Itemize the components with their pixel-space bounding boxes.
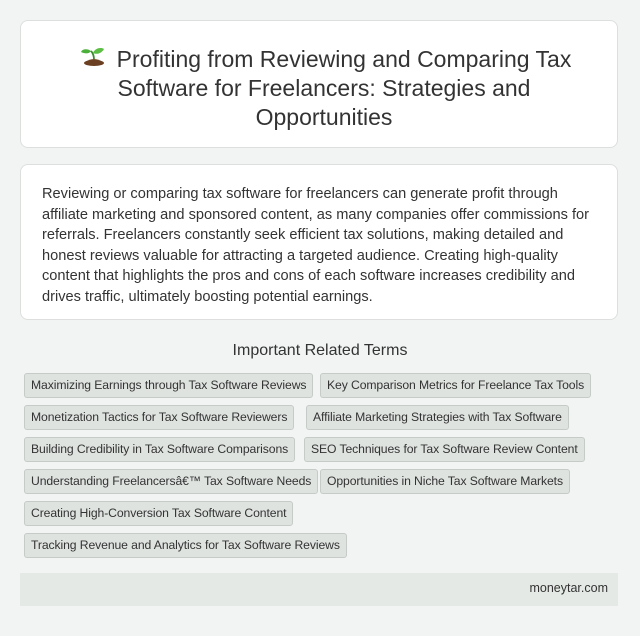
related-tag[interactable]: SEO Techniques for Tax Software Review Content	[304, 437, 585, 462]
related-tag[interactable]: Affiliate Marketing Strategies with Tax Software	[306, 405, 569, 430]
related-tag[interactable]: Opportunities in Niche Tax Software Markets	[320, 469, 570, 494]
footer-site-link[interactable]: moneytar.com	[529, 581, 608, 595]
related-terms-heading: Important Related Terms	[232, 342, 408, 359]
page-title-text: Profiting from Reviewing and Comparing Tax Software for Freelancers: Strategies and Opportunities	[116, 46, 572, 130]
related-tag[interactable]: Creating High-Conversion Tax Software Content	[24, 501, 293, 526]
related-tag[interactable]: Maximizing Earnings through Tax Software Reviews	[24, 373, 313, 398]
related-tag[interactable]: Tracking Revenue and Analytics for Tax Software Reviews	[24, 533, 347, 558]
related-tag[interactable]: Key Comparison Metrics for Freelance Tax Tools	[320, 373, 591, 398]
sprout-icon	[77, 46, 111, 70]
footer	[20, 573, 618, 606]
related-tag[interactable]: Building Credibility in Tax Software Comparisons	[24, 437, 295, 462]
title-card	[20, 20, 618, 148]
related-tag[interactable]: Monetization Tactics for Tax Software Reviewers	[24, 405, 294, 430]
summary-card	[20, 164, 618, 320]
page-title	[61, 45, 587, 132]
related-tag[interactable]: Understanding Freelancersâ€™ Tax Software Needs	[24, 469, 318, 494]
summary-text: Reviewing or comparing tax software for freelancers can generate profit through affiliate marketing and sponsored content, as many companies offer commissions for referrals. Freelancers constantly seek efficient tax solutions, making detailed and honest reviews valuable for attracting a targeted audience. Creating high-quality content that highlights the pros and cons of each software increases credibility and drives traffic, ultimately boosting potential earnings.	[42, 186, 590, 305]
